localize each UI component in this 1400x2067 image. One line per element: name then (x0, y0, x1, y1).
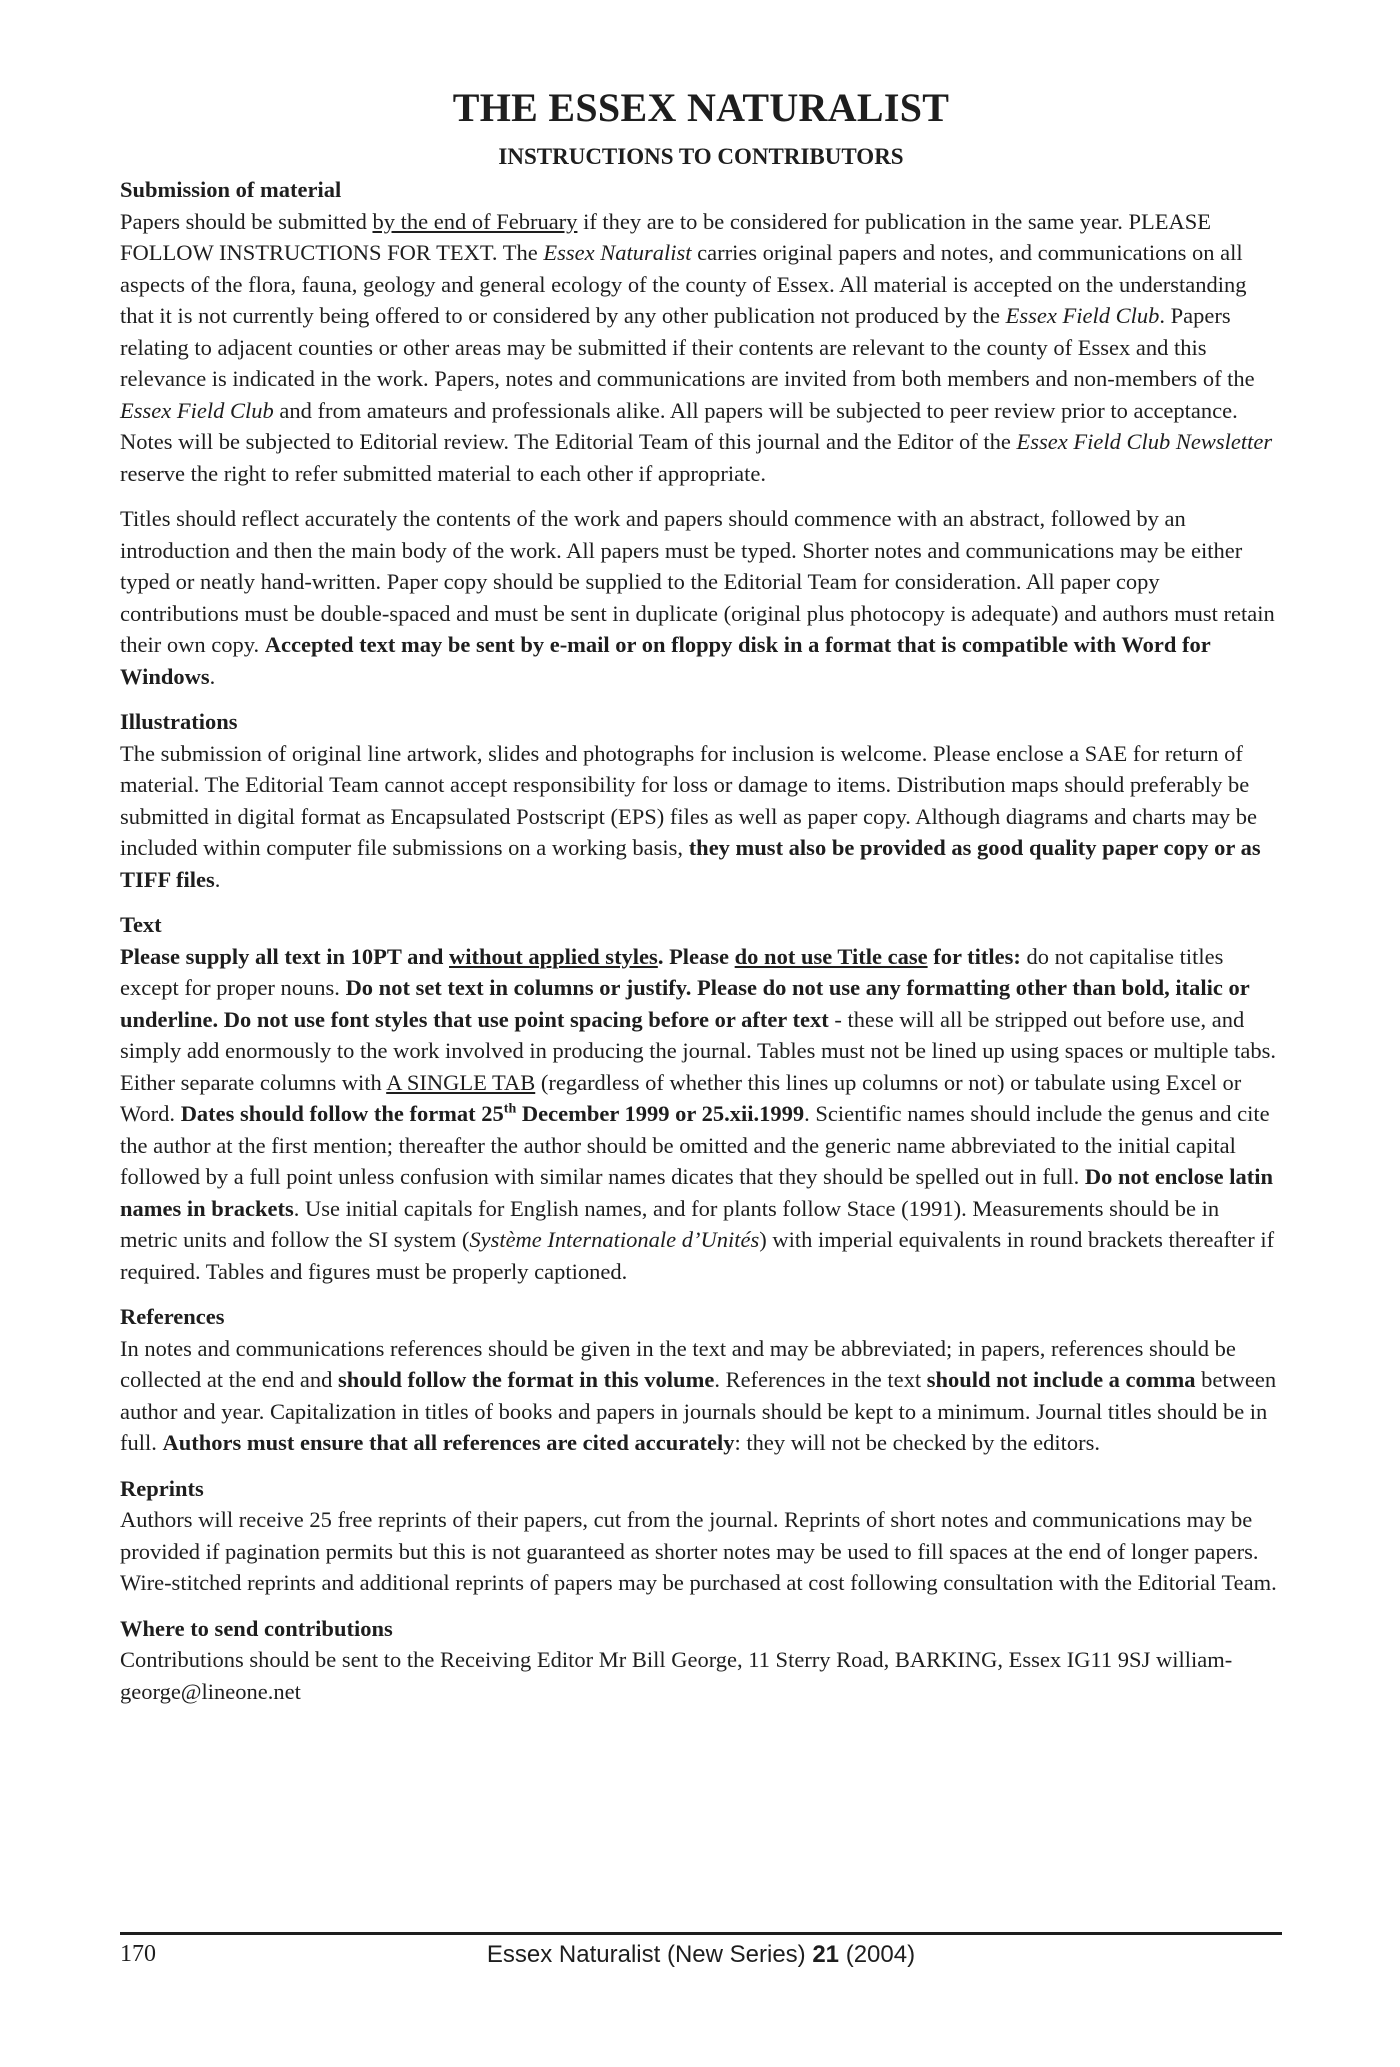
bold-text: for titles: (927, 943, 1021, 969)
text-run: In notes and communications references should be given in the text and may be abbreviated; in papers, references should be collected at the end and (120, 1335, 1236, 1392)
bold-text: Do not enclose latin names in brackets (120, 1164, 1273, 1221)
section-send (120, 1613, 1282, 1708)
document-page (120, 84, 1282, 1721)
text-run: Essex Naturalist (New Series) (486, 1941, 813, 1968)
section-references (120, 1301, 1282, 1459)
page-number: 170 (120, 1941, 156, 1967)
journal-citation (120, 1941, 1282, 1969)
text-run: Titles should reflect accurately the contents of the work and papers should commence with an abstract, followed by an introduction and then the main body of the work. All papers must be typed. Shorter notes and communications may be either typed or neatly hand-written. Paper copy should be supplied to the Editorial Team for consideration. All paper copy contributions must be double-spaced and must be sent in duplicate (original plus photocopy is adequate) and authors must retain their own copy. (120, 506, 1275, 657)
text-run: Papers should be submitted (120, 208, 373, 234)
section-heading: References (120, 1304, 225, 1329)
section-illustrations (120, 706, 1282, 895)
paragraph (120, 1333, 1282, 1459)
bold-text: should follow the format in this volume (338, 1367, 715, 1392)
text-run: . References in the text (714, 1367, 927, 1392)
section-submission (120, 174, 1282, 692)
section-heading: Where to send contributions (120, 1615, 393, 1641)
text-run: The submission of original line artwork, slides and photographs for inclusion is welcome. Please enclose a SAE for return of material. The Editorial Team cannot accept responsibility for loss or damage to items. Distribution maps should preferably be submitted in digital format as Encapsulated Postscript (EPS) files as well as paper copy. Although diagrams and charts may be included within computer file submissions on a working basis, (120, 740, 1258, 860)
bold-text: Do not set text in columns or justify. Please do not use any formatting other than bold, italic or underline. Do not use font styles that use point spacing before or after text (120, 975, 1250, 1032)
section-text (120, 909, 1282, 1287)
volume-number: 21 (812, 1941, 840, 1968)
page-subtitle: INSTRUCTIONS TO CONTRIBUTORS (498, 144, 904, 169)
italic-text: Essex Field Club (120, 397, 274, 423)
paragraph (120, 206, 1282, 490)
text-run: ) with imperial equivalents in round brackets thereafter if required. Tables and figures must be properly captioned. (120, 1227, 1275, 1284)
section-heading: Text (120, 912, 162, 937)
section-reprints (120, 1473, 1282, 1599)
text-run: . Use initial capitals for English names, and for plants follow Stace (1991). Measurements should be in metric units and follow the SI system ( (120, 1195, 1220, 1252)
text-run: (regardless of whether this lines up columns or not) or tabulate using Excel or Word. (120, 1069, 1242, 1126)
bold-text: Dates should follow the format 25 (180, 1101, 504, 1126)
text-run: . Papers relating to adjacent counties or other areas may be submitted if their contents are relevant to the county of Essex and this relevance is indicated in the work. Papers, notes and communications are invited from both members and non-members of the (120, 303, 1255, 391)
underlined-text: A SINGLE TAB (386, 1069, 536, 1095)
superscript: th (503, 1101, 517, 1117)
section-heading: Reprints (120, 1475, 204, 1501)
bold-text: Please supply all text in 10PT and (120, 943, 450, 969)
text-run: do not capitalise titles except for proper nouns. (120, 943, 1224, 1000)
paragraph: Contributions should be sent to the Receiving Editor Mr Bill George, 11 Sterry Road, BARKING, Essex IG11 9SJ william-george@lineone.net (120, 1647, 1233, 1704)
paragraph (120, 503, 1282, 692)
text-run: . Scientific names should include the genus and cite the author at the first mention; thereafter the author should be omitted and the generic name abbreviated to the initial capital followed by a full point unless confusion with similar names dicates that they should be spelled out in full. (120, 1101, 1270, 1189)
bold-text: they must also be provided as good quality paper copy or as TIFF files (120, 835, 1261, 892)
bold-text: should not include a comma (926, 1367, 1196, 1392)
italic-text: Essex Naturalist (543, 240, 692, 265)
text-run: . (209, 663, 216, 689)
text-run: and from amateurs and professionals alike. All papers will be subjected to peer review prior to acceptance. Notes will be subjected to Editorial review. The Editorial Team of this journal and the Editor of the (120, 397, 1238, 454)
text-run: reserve the right to refer submitted material to each other if appropriate. (120, 460, 766, 486)
bold-text: . Please (657, 943, 735, 969)
paragraph (120, 738, 1282, 896)
bold-underlined-text: do not use Title case (734, 943, 928, 969)
paragraph: Authors will receive 25 free reprints of their papers, cut from the journal. Reprints of short notes and communications may be provided if pagination permits but this is not guaranteed as shorter notes may be used to fill spaces at the end of longer papers. Wire-stitched reprints and additional reprints of papers may be purchased at cost following consultation with the Editorial Team. (120, 1507, 1277, 1595)
section-heading: Submission of material (120, 177, 342, 202)
text-run: carries original papers and notes, and communications on all aspects of the flora, fauna, geology and general ecology of the county of Essex. All material is accepted on the understanding that it is not currently being offered to or considered by any other publication not produced by the (120, 240, 1247, 328)
text-run: if they are to be considered for publication in the same year. PLEASE FOLLOW INSTRUCTIONS FOR TEXT. The (120, 208, 1211, 265)
italic-text: Système Internationale d’Unités (469, 1227, 760, 1252)
bold-text: Authors must ensure that all references are cited accurately (162, 1430, 735, 1455)
bold-text: Accepted text may be sent by e-mail or on floppy disk in a format that is compatible with Word for Windows (120, 632, 1211, 689)
text-run: : they will not be checked by the editors. (734, 1430, 1100, 1455)
section-heading: Illustrations (120, 709, 238, 734)
italic-text: Essex Field Club (1005, 303, 1160, 328)
text-run: . (214, 866, 221, 892)
page-footer (120, 1932, 1282, 1981)
text-run: between author and year. Capitalization in titles of books and papers in journals should be kept to a minimum. Journal titles should be in full. (120, 1367, 1277, 1455)
text-run: - these will all be stripped out before use, and simply add enormously to the work involved in producing the journal. Tables must not be lined up using spaces or multiple tabs. Either separate columns with (120, 1006, 1276, 1095)
bold-underlined-text: without applied styles (449, 943, 658, 969)
underlined-text: by the end of February (372, 208, 578, 234)
journal-title: THE ESSEX NATURALIST (452, 85, 950, 130)
text-run: (2004) (839, 1941, 916, 1968)
paragraph (120, 941, 1282, 1288)
bold-text: December 1999 or 25.xii.1999 (516, 1101, 805, 1126)
italic-text: Essex Field Club Newsletter (1016, 429, 1273, 454)
